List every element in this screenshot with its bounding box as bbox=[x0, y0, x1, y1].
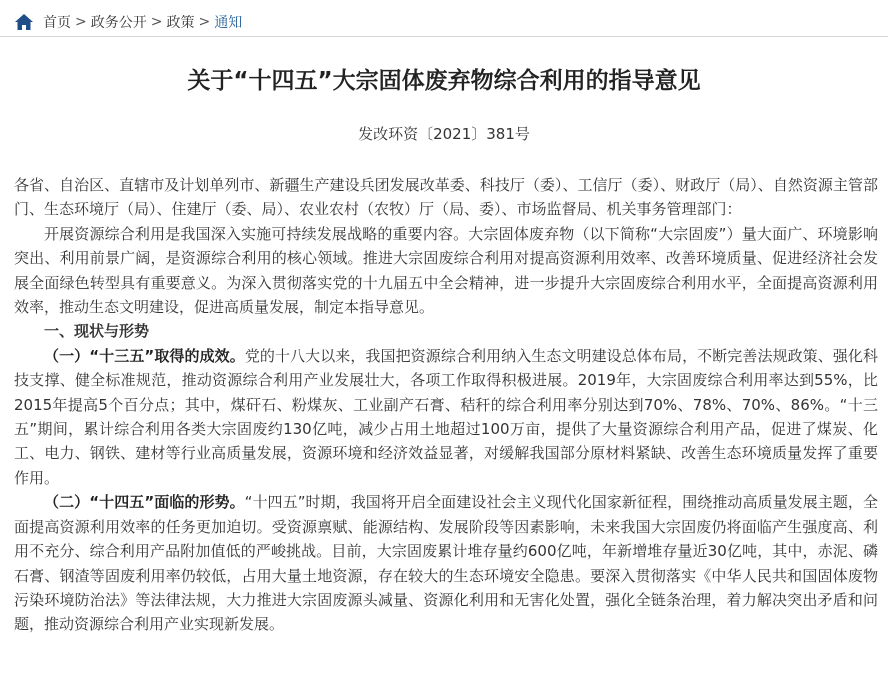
breadcrumb-item-policy[interactable]: 政策 bbox=[166, 15, 195, 31]
subsection-heading: （一）“十三五”取得的成效。 bbox=[44, 346, 245, 365]
intro-paragraph: 开展资源综合利用是我国深入实施可持续发展战略的重要内容。大宗固体废弃物（以下简称“大宗固废”）量大面广、环境影响突出、利用前景广阔，是资源综合利用的核心领域。推进大宗固废综合利用对提高资源利用效率、改善环境质量、促进经济社会发展全面绿色转型具有重要意义。为深入贯彻落实党的十九届五中全会精神，进一步提升大宗固废综合利用水平，全面提高资源利用效率，推动生态文明建设，促进高质量发展，制定本指导意见。 bbox=[14, 224, 878, 317]
document-body bbox=[14, 173, 878, 637]
header-divider bbox=[0, 36, 888, 37]
breadcrumb-item-notice[interactable]: 通知 bbox=[214, 15, 243, 31]
section-heading: 一、现状与形势 bbox=[44, 322, 150, 341]
document-number: 发改环资〔2021〕381号 bbox=[358, 125, 530, 143]
breadcrumb-separator: > bbox=[150, 14, 163, 30]
document-title: 关于“十四五”大宗固体废弃物综合利用的指导意见 bbox=[187, 68, 701, 94]
addressee-paragraph: 各省、自治区、直辖市及计划单列市、新疆生产建设兵团发展改革委、科技厅（委）、工信厅（委）、财政厅（局）、自然资源主管部门、生态环境厅（局）、住建厅（委、局）、农业农村（农牧）厅（局、委）、市场监督局、机关事务管理部门： bbox=[14, 176, 878, 219]
subsection-paragraph bbox=[14, 490, 878, 636]
subsection-heading: （二）“十四五”面临的形势。 bbox=[44, 493, 245, 512]
breadcrumb-separator: > bbox=[75, 14, 87, 30]
breadcrumb bbox=[14, 10, 242, 34]
breadcrumb-home[interactable]: 首页 bbox=[43, 15, 71, 31]
subsection-text: 党的十八大以来，我国把资源综合利用纳入生态文明建设总体布局，不断完善法规政策、强化科技支撑、健全标准规范，推动资源综合利用产业发展壮大，各项工作取得积极进展。2019年，大宗固废综合利用率达到55%，比2015年提高5个百分点；其中，煤矸石、粉煤灰、工业副产石膏、秸秆的综合利用率分别达到70%、78%、70%、86%。“十三五”期间，累计综合利用各类大宗固废约130亿吨，减少占用土地超过100万亩，提供了大量资源综合利用产品，促进了煤炭、化工、电力、钢铁、建材等行业高质量发展，资源环境和经济效益显著，对缓解我国部分原材料紧缺、改善生态环境质量发挥了重要作用。 bbox=[14, 346, 878, 487]
breadcrumb-item-government-affairs[interactable]: 政务公开 bbox=[90, 15, 147, 31]
subsection-paragraph bbox=[14, 344, 878, 490]
subsection-text: “十四五”时期，我国将开启全面建设社会主义现代化国家新征程，围绕推动高质量发展主题，全面提高资源利用效率的任务更加迫切。受资源禀赋、能源结构、发展阶段等因素影响，未来我国大宗固废仍将面临产生强度高、利用不充分、综合利用产品附加值低的严峻挑战。目前，大宗固废累计堆存量约600亿吨，年新增堆存量近30亿吨，其中，赤泥、磷石膏、钢渣等固废利用率仍较低，占用大量土地资源，存在较大的生态环境安全隐患。要深入贯彻落实《中华人民共和国固体废物污染环境防治法》等法律法规，大力推进大宗固废源头减量、资源化利用和无害化处置，强化全链条治理，着力解决突出矛盾和问题，推动资源综合利用产业实现新发展。 bbox=[14, 493, 879, 634]
home-icon[interactable] bbox=[14, 12, 34, 32]
breadcrumb-separator: > bbox=[198, 14, 211, 30]
